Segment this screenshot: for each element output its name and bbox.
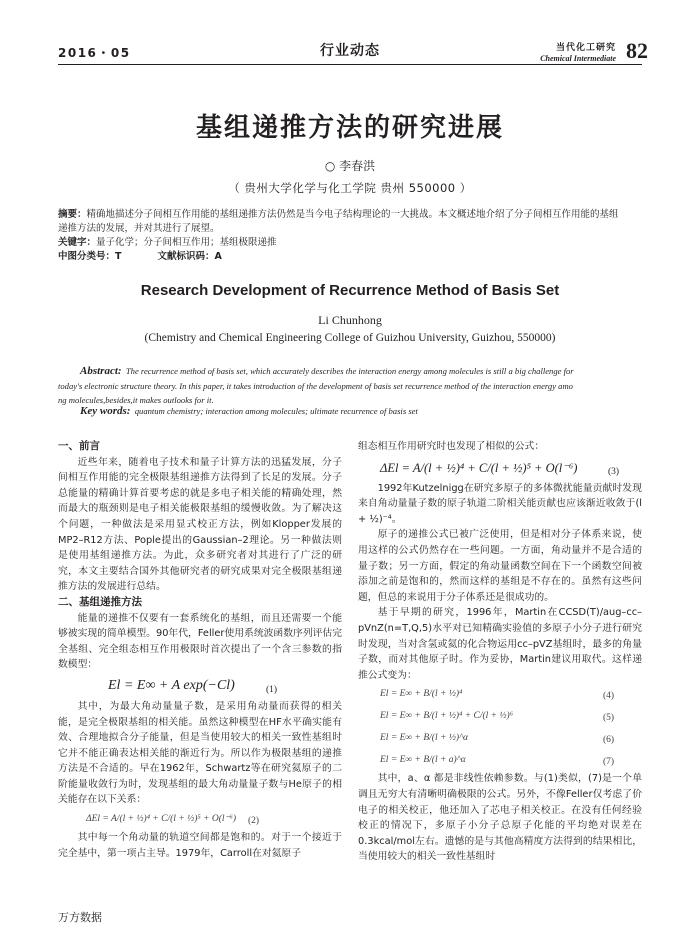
doc-code-value: A [214,251,222,262]
equation-2-number: (2) [248,816,260,827]
equation-6-number: (6) [603,735,615,746]
paragraph: 1992年Kutzelnigg在研究多原子的多体微扰能量贡献时发现来自角动量量子数的原子轨道二阶相关能贡献也应该渐近收敛于(l + ½)⁻⁴。 [358,482,642,525]
abstract-label: 摘要： [58,209,87,220]
journal-name [540,40,616,63]
clc-value: T [115,251,122,262]
author-en: Li Chunhong [318,313,382,327]
equation-5-number: (5) [603,713,615,724]
paragraph: 原子的递推公式已被广泛使用，但是相对分子体系来说，使用这样的公式仍然存在一些问题。一方面，角动量并不是合适的量子数；另一方面，假定的角动量函数空间在下一个函数空间被添加之前是饱和的，然而这样的基组是不存在的。虽然有这些问题，但总的来说用于分子体系还是很成功的。 [358,529,642,603]
equation-1 [58,673,342,699]
keywords-en-label: Key words [80,405,127,417]
equation-5-body: El = E∞ + B/(l + ½)⁴ + C/(l + ½)⁶ [380,711,514,722]
paragraph: 其中，为最大角动量量子数，是采用角动量而获得的相关能，是完全极限基组的相关能。虽然这种模型在HF水平确实能有效、合理地拟合分子能量，但是当使用较大的相关一致性基组时它并不能正确表达相关能的渐近行为。所以作为极限基组的递推方法是不合适的。早在1962年，Schwartz等在研究氦原子的二阶能量收敛行为时，发现基组的最大角动量量子数与He原子的相关能存在以下关系： [58,700,342,806]
equation-6 [358,727,642,749]
equation-7-number: (7) [603,757,615,768]
equation-2-body: ΔEl = A/(l + ½)⁴ + C/(l + ½)⁵ + O(l⁻⁶) [86,814,237,825]
doc-code-label: 文献标识码： [157,251,215,262]
equation-4-number: (4) [603,691,615,702]
left-column [58,439,342,861]
paragraph: 组态相互作用研究时也发现了相似的公式： [358,441,545,452]
section-heading: 一、前言 [58,440,100,452]
equation-7-body: El = E∞ + B/(l + a)^α [380,755,466,766]
article-title-cn: 基组递推方法的研究进展 [195,113,504,143]
keywords-label: 关键字： [58,237,97,248]
abstract-cn-line1: 精确地描述分子间相互作用能的基组递推方法仍然是当今电子结构理论的一大挑战。本文概述地介绍了分子间相互作用能的基组 [86,209,619,220]
paragraph: 其中，a、α 都是非线性依赖参数。与(1)类似，(7)是一个单调且无穷大有清晰明确极限的公式。另外，不像Feller仅考虑了价电子的相关校正，他还加入了芯电子相关校正。在没有任何经验校正的情况下，多原子小分子总原子化能的平均绝对误差在0.3kcal/mol左右。遗憾的是与其他高精度方法得到的结果相比，当使用较大的相关一致性基组时 [358,773,642,863]
keywords-cn: 量子化学；分子间相互作用；基组极限递推 [96,237,277,248]
paragraph: 其中每一个角动量的轨道空间都是饱和的。对于一个接近于完全基中，第一项占主导。1979年，Carroll在对氦原子 [58,832,342,859]
equation-3-body: ΔEl = A/(l + ½)⁴ + C/(l + ½)⁵ + O(l⁻⁶) [380,460,578,475]
author-cn: ○ 李春洪 [324,159,376,173]
abstract-en-line3: ng molecules,besides,it makes outlooks for it. [58,395,214,405]
affiliation-en: (Chemistry and Chemical Engineering College of Guizhou University, Guizhou, 550000) [144,332,556,344]
equation-4 [358,683,642,705]
paragraph: 能量的递推不仅要有一套系统化的基组，而且还需要一个能够被实现的简单模型。90年代，Feller使用系统波函数序列评估完全基组、完全组态相互作用极限时首次提出了一个含三参数的指数模型： [58,612,343,671]
right-column [358,439,642,865]
equation-3 [358,455,642,481]
abstract-en-line1: The recurrence method of basis set, which accurately describes the interaction energy among molecules is still a big challenge for [125,366,574,376]
abstract-en-block: Abstract: The recurrence method of basis set, which accurately describes the interaction energy among molecules is still a big challenge for today's electronic structure theory. In this paper, it takes introduction of the development of basis set recurrence method of the interaction energy amo ng molecules,besides,it makes outlooks for it. [58,364,642,408]
header-rule [58,64,642,65]
abstract-cn-line2: 递推方法的发展，并对其进行了展望。 [58,223,220,234]
page-number: 82 [626,38,648,63]
equation-7 [358,749,642,771]
equation-2 [58,808,342,830]
equation-6-body: El = E∞ + B/(l + ½)^α [380,733,469,744]
section-label: 行业动态 [320,43,380,59]
issue-label: 2016・05 [58,46,131,60]
journal-name-cn: 当代化工研究 [555,43,616,53]
equation-1-number: (1) [266,684,278,695]
paragraph: 近些年来，随着电子技术和量子计算方法的迅猛发展，分子间相互作用能的完全极限基组递推方法得到了长足的发展。分子总能量的精确计算首要考虑的就是多电子相关能的精确处理，然而最大的瓶颈则是电子相关能极限基组的缓慢收敛。为了解决这个问题，一种做法是采用显式校正方法，例如Klopper发展的MP2–R12方法、Pople提出的Gaussian–2理论。另一种做法则是使用基组递推方法。为此，众多研究者对其进行了广泛的研究，本文主要结合国外其他研究者的研究成果对完全极限基组递推方法的发展进行总结。 [58,456,342,593]
abstract-cn-block [58,208,642,264]
section-heading: 二、基组递推方法 [58,595,142,608]
abstract-en-line2: today's electronic structure theory. In this paper, it takes introduction of the development of basis set recurrence method of the interaction energy amo [58,380,573,391]
keywords-en-block: Key words: quantum chemistry; interaction among molecules; ultimate recurrence of basis set [80,405,418,417]
equation-4-body: El = E∞ + B/(l + ½)⁴ [380,689,463,700]
article-title-en: Research Development of Recurrence Method of Basis Set [140,282,560,299]
abstract-en-label: Abstract [80,365,118,377]
affiliation-cn: （ 贵州大学化学与化工学院 贵州 550000 ） [228,181,472,195]
clc-label: 中图分类号： [58,251,116,262]
journal-name-en: Chemical Intermediate [540,54,616,63]
equation-1-body: El = E∞ + A exp(−Cl) [108,677,235,693]
keywords-en: quantum chemistry; interaction among molecules; ultimate recurrence of basis set [134,406,418,416]
equation-5 [358,705,642,727]
equation-3-number: (3) [608,466,620,477]
footer-source: 万方数据 [58,911,102,924]
paragraph: 基于早期的研究，1996年，Martin在CCSD(T)/aug–cc–pVnZ(n=T,Q,5)水平对已知精确实验值的多原子小分子进行研究时发现，当对含氢或氦的化合物运用cc–pVZ基组时，最多的角量子数，而对其他原子时。作为妥协，Martin建议用取代。这样递推公式变为： [358,607,642,681]
